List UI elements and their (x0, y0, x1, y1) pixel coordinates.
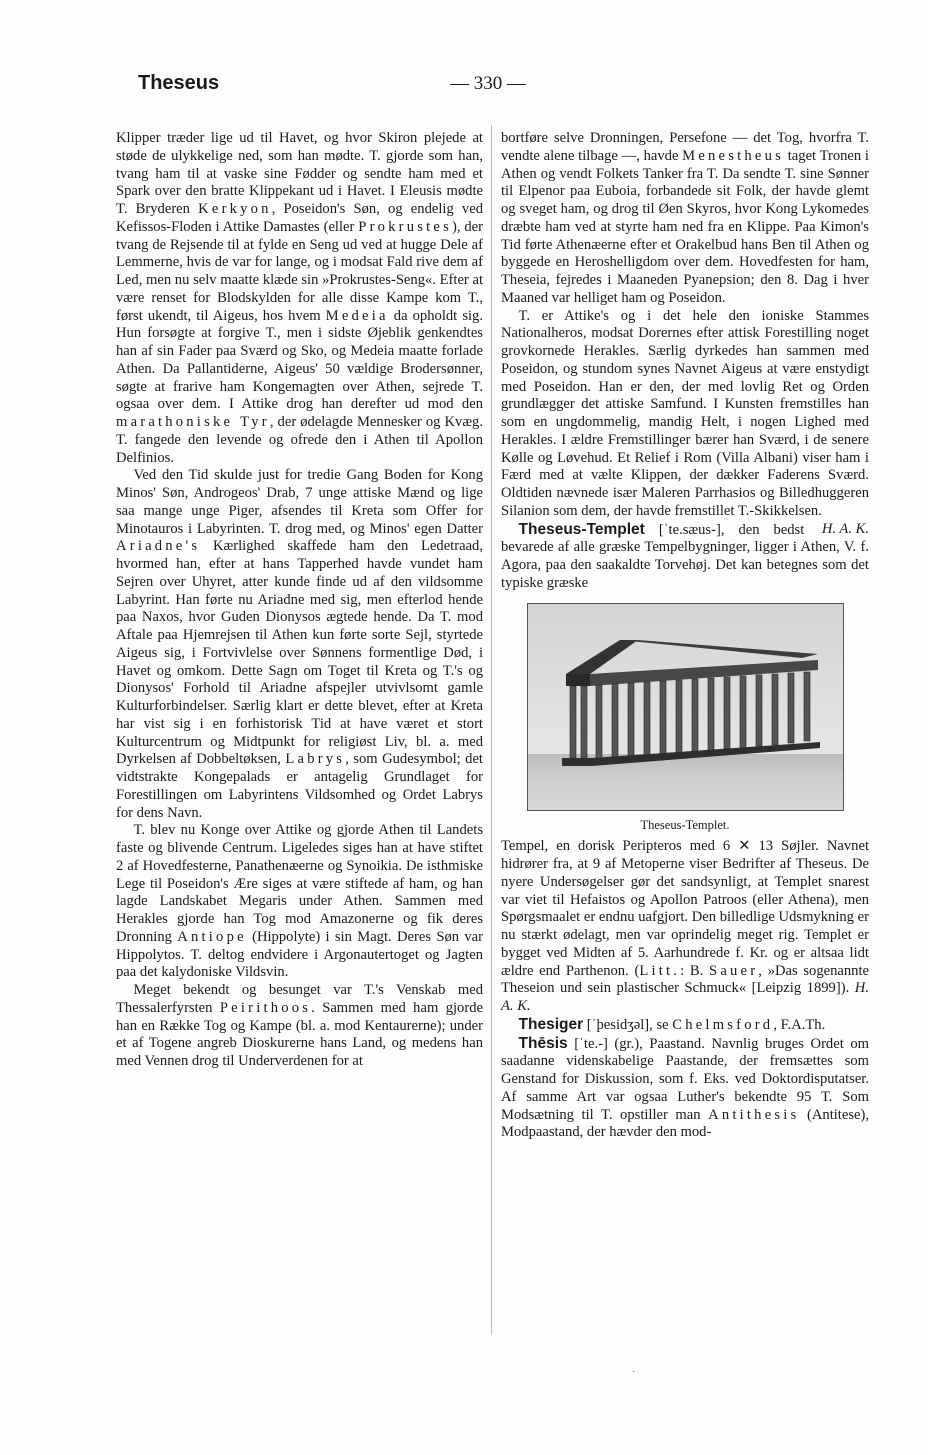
spaced-name: Medeia (325, 307, 389, 324)
spaced-word: Antithesis (708, 1106, 800, 1123)
spaced-name: Prokrustes (358, 218, 452, 235)
spaced-name: Menestheus (682, 147, 784, 164)
temple-photo (527, 603, 844, 811)
spaced-name: Ariadne's (116, 538, 201, 555)
author-signature: H. A. K. (501, 980, 869, 1014)
headword: Thēsis (518, 1034, 568, 1052)
paragraph: Ved den Tid skulde just for tredie Gang Boden for Kong Minos' Søn, Androgeos' Drab, 7 unge attiske Mænd og lige saa mange unge Piger, afsendes til Kreta som Offer for Minotauros i Labyrinten. T. drog med, og Minos' egen Datter Ariadne's Kærlighed skaffede ham den Ledetraad, hvormed han, efter at hans Tapperhed havde vundet ham Sejren over Uhyret, atter kunde finde ud af den vildsomme Labyrint. Han førte nu Ariadne med sig, men efterlod hende paa Naxos, hvor Guden Dionysos ægtede hende. Da T. mod Aftale paa Hjemrejsen til Athen kun førte sorte Sejl, styrtede Aigeus sig, i Fortvivlelse over Sønnens formentlige Død, i Havet og omkom. Dette Sagn om Toget til Kreta og T.'s og Dionysos' Forhold til Ariadne afspejler utvivlsomt gamle Kulturforbindelser. Særlig klart er dette blevet, efter at Kreta har vist sig i en forhistorisk Tid at have været et stort Kulturcentrum og Midtpunkt for religiøst Liv, bl. a. med Dyrkelsen af Dobbeltøksen, Labrys, som Gudesymbol; det vidtstrakte Kongepalads er antagelig Grundlaget for Forestillingen om Labyrintens Vildsomhed og Ordet Labrys for dens Navn. (116, 467, 483, 821)
spaced-name: marathoniske Tyr (116, 414, 270, 430)
pronunciation: [ˈþesidʒəl] (583, 1016, 650, 1033)
entry-thesis: Thēsis [ˈte.-] (gr.), Paastand. Navnlig bruges Ordet om saadanne videnskabelige Paastande, der fremsættes som Genstand for Diskussion, som f. Eks. ved Doktordisputatser. Af samme Art var ogsaa Luther's bekendte 95 T. Som Modsætning til T. opstiller man Antithesis (Antitese), Modpaastand, der hævder den mod- (501, 1034, 869, 1141)
figure-caption: Theseus-Templet. (640, 817, 730, 832)
headword: Thesiger (518, 1015, 584, 1033)
temple-figure (501, 603, 869, 835)
pronunciation: [ˈte.sæus-] (644, 521, 721, 538)
spaced-name: Peirithoos (219, 999, 312, 1016)
spaced-name: Labrys (285, 751, 346, 768)
entry-thesiger: Thesiger [ˈþesidʒəl], se Chelmsford, F.A.Th. (518, 1015, 826, 1033)
entry-theseus-templet: Theseus-Templet [ˈte.sæus-], den bedst bevarede af alle græske Tempelbygninger, ligger i Athen, V. f. Agora, paa den saakaldte Torvehøj. Det kan betegnes som det typiske græske (501, 520, 869, 591)
running-header (138, 72, 870, 98)
page-mark: · (632, 1367, 636, 1378)
spaced-word: Litt. (639, 962, 681, 979)
paragraph: Meget bekendt og besunget var T.'s Venskab med Thessalerfyrsten Peirithoos. Sammen med ham gjorde han en Række Tog og Kampe (bl. a. mod Kentaurerne); under et af Togene angreb Dioskurerne hans Land, og medens han med Vennen drog til Underverdenen for at (116, 982, 483, 1069)
left-column (116, 130, 483, 1071)
headword: Theseus-Templet (518, 520, 645, 538)
paragraph: T. blev nu Konge over Attike og gjorde Athen til Landets faste og blivende Centrum. Ligeledes siges han at have stiftet 2 af Hovedfesterne, Panathenæerne og Synoikia. De isthmiske Lege til Poseidon's Ære siges at være stiftede af ham, og han lagde Landskabet Megaris under Athen. Sammen med Herakles gjorde han Tog mod Amazonerne og fik deres Dronning Antiope (Hippolyte) i sin Magt. Deres Søn var Hippolytos. T. deltog endvidere i Argonautertoget og Jagten paa det kalydoniske Vildsvin. (116, 822, 483, 981)
running-title: Theseus (138, 72, 220, 94)
paragraph: T. er Attike's og i det hele den ioniske Stammes Nationalheros, modsat Dorernes efter attisk Forestilling noget grovkornede Herakles. Særlig dyrkedes han sammen med Poseidon, og stundom synes Navnet Aigeus at være enstydigt med Poseidon. Han er den, der med lovlig Ret og Orden grundlægger det attiske Samfund. I Kunsten fremstilles han som en ungdommelig, mandig Helt, i nogen Lighed med Herakles. I ældre Fremstillinger bærer han Sværd, i de senere Kølle og Løvehud. Et Relief i Rom (Villa Albani) viser ham i Færd med at vælte Klippen, der dækker Faderens Sværd. Oldtiden nævnede især Maleren Parrhasios og Billedhuggeren Silanion som dem, der havde fremstillet T.-Skikkelsen. H. A. K. (501, 307, 869, 537)
paragraph: Klipper træder lige ud til Havet, og hvor Skiron plejede at støde de ulykkelige ned, som han mødte. T. gjorde som han, tvang ham til at vaske sine Fødder og sendte ham med et Spark over den bratte Klippekant ud i Havet. I Eleusis mødte T. Bryderen Kerkyon, Poseidon's Søn, og endelig ved Kefissos-Floden i Attike Damastes (eller Prokrustes), der tvang de Rejsende til at fylde en Seng ud ved at hugge Dele af Lemmerne, hvis de var for lange, og i modsat Fald rive dem af Led, men nu selv maatte klæde sin »Prokrustes-Seng«. Efter at være renset for Blodskylden for alle disse Kampe kom T., først ukendt, til Aigeus, hos hvem Medeia da opholdt sig. Hun forsøgte at forgive T., men i sidste Øjeblik genkendtes han af sin Fader paa Sværd og Sko, og Medeia maatte forlade Athen. Da Pallantiderne, Aigeus' 50 vældige Brodersønner, søgte at frarive ham Kongemagten over Athen, sejrede T. ogsaa over dem. I Attike drog han derefter ud mod den marathoniske Tyr, der ødelagde Mennesker og Kvæg. T. fangede den levende og ofrede den i Athen til Apollon Delfinios. (116, 130, 483, 466)
spaced-name: Antiope (177, 928, 247, 945)
paragraph: Tempel, en dorisk Peripteros med 6 ✕ 13 Søjler. Navnet hidrører fra, at 9 af Metoperne viser Bedrifter af Theseus. De nyere Undersøgelser gør det sandsynligt, at Templet snarest var viet til Hefaistos og Apollon Patroos (eller Athena), men Spørgsmaalet er endnu uafgjort. Den billedlige Udsmykning er nu stærkt ødelagt, men var oprindelig meget rig. Templet er bygget ved Midten af 5. Aarhundrede f. Kr. og er altsaa lidt ældre end Parthenon. (Litt.: B. Sauer, »Das sogenannte Theseion und sein plastischer Schmuck« [Leipzig 1899]). H. A. K. (501, 838, 870, 1014)
cross-reference: Chelmsford (672, 1016, 774, 1033)
page-number: — 330 — (450, 73, 526, 94)
paragraph: bortføre selve Dronningen, Persefone — det Tog, hvorfra T. vendte alene tilbage —, havde Menestheus taget Tronen i Athen og vendt Folkets Tanker fra T. Da sendte T. sine Sønner til Elpenor paa Euboia, forbandede sit Folk, der havde glemt og sveget ham, og drog til Øen Skyros, hvor Kong Lykomedes dræbte ham ved at styrte ham ned fra en Klippe. Paa Kimon's Tid førte Athenæerne efter et Orakelbud hans Ben til Athen og byggede en Heroshelligdom over dem. Hovedfesten for ham, Theseia, fejredes i Maaneden Pyanepsion; den 8. Dag i hver Maaned var helliget ham og Poseidon. (501, 130, 869, 306)
spaced-name: Sauer (709, 962, 759, 979)
spaced-name: Kerkyon (198, 201, 272, 217)
column-divider (491, 125, 492, 1335)
author-signature: H. A. K. (821, 520, 869, 537)
right-column (501, 130, 869, 1142)
pronunciation: [ˈte.-] (567, 1035, 608, 1052)
